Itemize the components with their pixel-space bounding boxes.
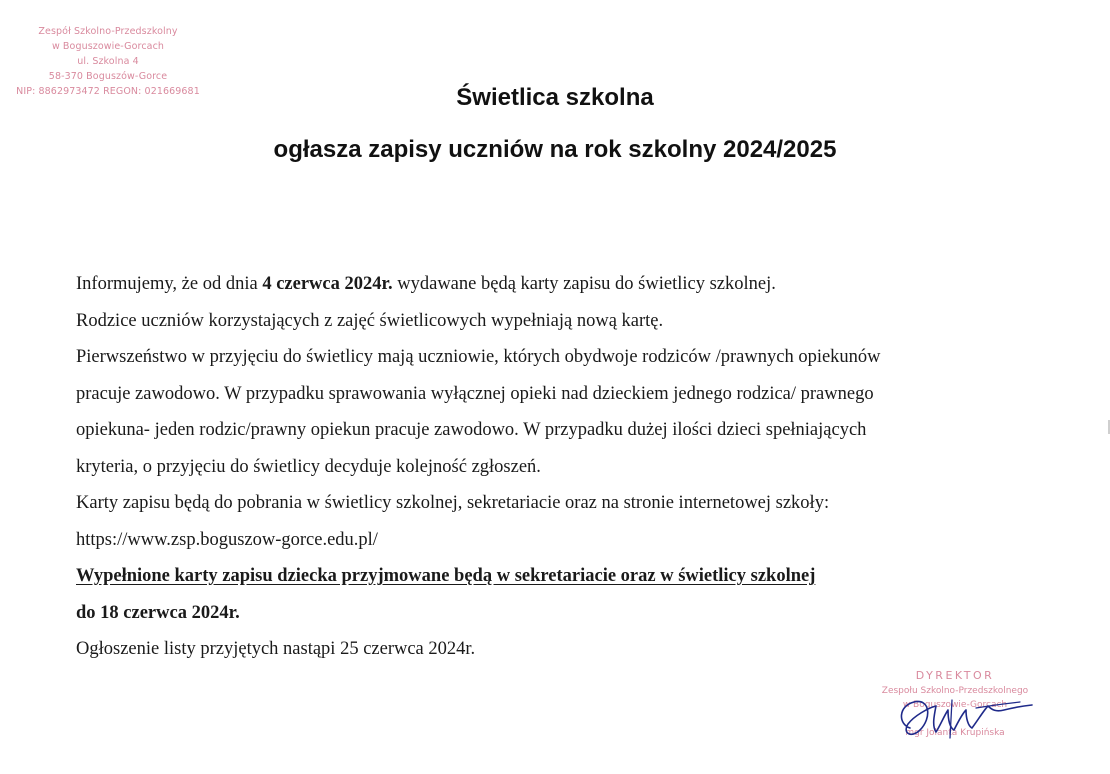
stamp-line: w Boguszowie-Gorcach	[902, 700, 1008, 710]
stamp-line: ul. Szkolna 4	[77, 56, 139, 67]
stamp-line: Zespół Szkolno-Przedszkolny	[38, 26, 178, 37]
paragraph-line	[76, 266, 1036, 303]
text-span: Informujemy, że od dnia	[76, 274, 263, 294]
page-title: Świetlica szkolna	[456, 84, 654, 111]
paragraph-line: opiekuna- jeden rodzic/prawny opiekun pracuje zawodowo. W przypadku dużej ilości dzieci spełniających	[76, 420, 867, 440]
deadline-date: do 18 czerwca 2024r.	[76, 602, 240, 623]
stamp-line: 58-370 Boguszów-Gorce	[48, 71, 168, 82]
paragraph-line: Karty zapisu będą do pobrania w świetlicy szkolnej, sekretariacie oraz na stronie internetowej szkoły:	[76, 493, 830, 513]
director-stamp	[870, 668, 1040, 758]
director-name: mgr Jolanta Krupińska	[905, 728, 1005, 738]
page-subtitle: ogłasza zapisy uczniów na rok szkolny 2024/2025	[273, 136, 837, 163]
paragraph-line: pracuje zawodowo. W przypadku sprawowania wyłącznej opieki nad dzieckiem jednego rodzica/ prawnego	[76, 383, 874, 404]
submission-notice: Wypełnione karty zapisu dziecka przyjmowane będą w sekretariacie oraz w świetlicy szkolnej	[76, 566, 816, 586]
text-span: wydawane będą karty zapisu do świetlicy szkolnej.	[392, 274, 776, 294]
school-website-link[interactable]: https://www.zsp.boguszow-gorce.edu.pl/	[76, 529, 378, 550]
paragraph-line: Rodzice uczniów korzystających z zajęć świetlicowych wypełniają nową kartę.	[76, 310, 664, 331]
paragraph-line: Pierwszeństwo w przyjęciu do świetlicy mają uczniowie, których obydwoje rodziców /prawnych opiekunów	[76, 347, 881, 367]
director-title: DYREKTOR	[915, 669, 995, 682]
paragraph-line: kryteria, o przyjęciu do świetlicy decyduje kolejność zgłoszeń.	[76, 456, 541, 477]
handwritten-signature-icon	[892, 688, 1042, 748]
paragraph-line: Ogłoszenie listy przyjętych nastąpi 25 czerwca 2024r.	[76, 639, 476, 659]
announcement-body	[76, 266, 1036, 668]
start-date: 4 czerwca 2024r.	[262, 274, 393, 294]
stamp-line: w Boguszowie-Gorcach	[51, 41, 165, 52]
stamp-line: Zespołu Szkolno-Przedszkolnego	[881, 686, 1029, 696]
stamp-line: NIP: 8862973472 REGON: 021669681	[16, 86, 200, 97]
